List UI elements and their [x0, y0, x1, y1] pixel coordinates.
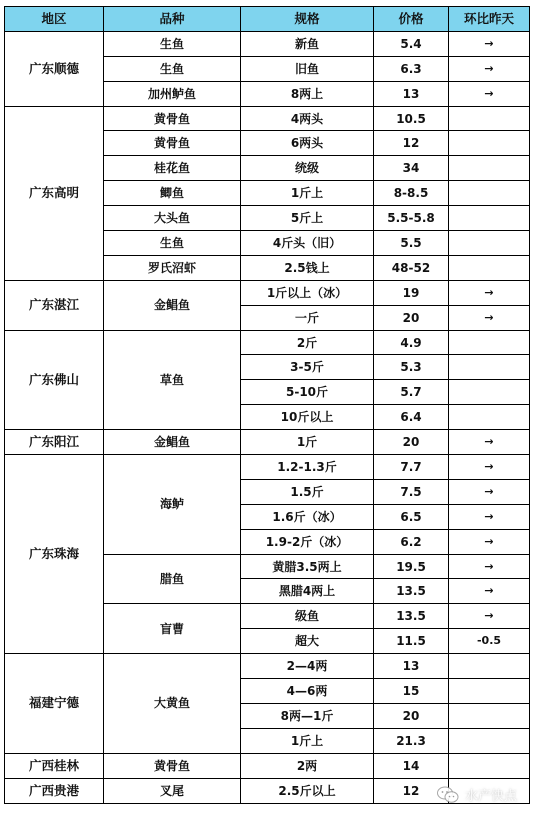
price-cell: 10.5: [374, 106, 449, 131]
spec-cell: 4斤头（旧）: [241, 231, 374, 256]
header-change: 环比昨天: [449, 7, 530, 32]
price-cell: 13.5: [374, 579, 449, 604]
change-cell: [449, 206, 530, 231]
spec-cell: 5斤上: [241, 206, 374, 231]
variety-cell: 盲曹: [104, 604, 241, 654]
change-cell: →: [449, 554, 530, 579]
change-cell: [449, 330, 530, 355]
spec-cell: 2两: [241, 753, 374, 778]
spec-cell: 10斤以上: [241, 405, 374, 430]
spec-cell: 1斤上: [241, 728, 374, 753]
change-cell: →: [449, 455, 530, 480]
spec-cell: 2—4两: [241, 654, 374, 679]
change-cell: [449, 753, 530, 778]
price-cell: 8-8.5: [374, 181, 449, 206]
change-cell: [449, 231, 530, 256]
variety-cell: 黄骨鱼: [104, 753, 241, 778]
spec-cell: 4—6两: [241, 679, 374, 704]
region-cell: 广西贵港: [5, 778, 104, 803]
change-cell: →: [449, 604, 530, 629]
change-cell: [449, 405, 530, 430]
price-cell: 5.7: [374, 380, 449, 405]
change-cell: [449, 255, 530, 280]
region-cell: 广东湛江: [5, 280, 104, 330]
region-cell: 福建宁德: [5, 654, 104, 754]
change-cell: [449, 654, 530, 679]
change-cell: →: [449, 31, 530, 56]
variety-cell: 大头鱼: [104, 206, 241, 231]
change-cell: →: [449, 529, 530, 554]
region-cell: 广东佛山: [5, 330, 104, 430]
price-cell: 48-52: [374, 255, 449, 280]
price-cell: 21.3: [374, 728, 449, 753]
variety-cell: 金鲳鱼: [104, 430, 241, 455]
header-variety: 品种: [104, 7, 241, 32]
change-cell: →: [449, 81, 530, 106]
spec-cell: 1斤: [241, 430, 374, 455]
variety-cell: 大黄鱼: [104, 654, 241, 754]
price-cell: 34: [374, 156, 449, 181]
variety-cell: 黄骨鱼: [104, 131, 241, 156]
spec-cell: 1.2-1.3斤: [241, 455, 374, 480]
spec-cell: 1.9-2斤（冰）: [241, 529, 374, 554]
price-cell: 20: [374, 430, 449, 455]
change-cell: [449, 380, 530, 405]
header-region: 地区: [5, 7, 104, 32]
change-cell: →: [449, 305, 530, 330]
header-price: 价格: [374, 7, 449, 32]
spec-cell: 2.5斤以上: [241, 778, 374, 803]
spec-cell: 8两上: [241, 81, 374, 106]
table-row: [5, 330, 530, 355]
spec-cell: 黑腊4两上: [241, 579, 374, 604]
price-cell: 6.2: [374, 529, 449, 554]
spec-cell: 1斤以上（冰）: [241, 280, 374, 305]
price-cell: 13: [374, 81, 449, 106]
price-cell: 7.7: [374, 455, 449, 480]
price-cell: 15: [374, 679, 449, 704]
spec-cell: 6两头: [241, 131, 374, 156]
variety-cell: 生鱼: [104, 31, 241, 56]
spec-cell: 4两头: [241, 106, 374, 131]
change-cell: →: [449, 579, 530, 604]
spec-cell: 1.6斤（冰）: [241, 504, 374, 529]
variety-cell: 桂花鱼: [104, 156, 241, 181]
wechat-icon: [437, 786, 459, 804]
price-cell: 14: [374, 753, 449, 778]
spec-cell: 1.5斤: [241, 479, 374, 504]
price-cell: 5.3: [374, 355, 449, 380]
spec-cell: 1斤上: [241, 181, 374, 206]
watermark: [437, 785, 517, 804]
table-row: [5, 430, 530, 455]
price-table: [4, 6, 530, 804]
change-cell: [449, 355, 530, 380]
spec-cell: 8两—1斤: [241, 703, 374, 728]
variety-cell: 叉尾: [104, 778, 241, 803]
region-cell: 广东阳江: [5, 430, 104, 455]
variety-cell: 加州鲈鱼: [104, 81, 241, 106]
region-cell: 广东高明: [5, 106, 104, 280]
price-cell: 20: [374, 703, 449, 728]
spec-cell: 2斤: [241, 330, 374, 355]
change-cell: [449, 106, 530, 131]
table-row: [5, 455, 530, 480]
price-cell: 19.5: [374, 554, 449, 579]
price-cell: 12: [374, 131, 449, 156]
variety-cell: 鲫鱼: [104, 181, 241, 206]
table-row: [5, 654, 530, 679]
price-cell: 6.5: [374, 504, 449, 529]
variety-cell: 腊鱼: [104, 554, 241, 604]
region-cell: 广东珠海: [5, 455, 104, 654]
price-cell: 11.5: [374, 629, 449, 654]
change-cell: →: [449, 430, 530, 455]
price-cell: 6.4: [374, 405, 449, 430]
variety-cell: 海鲈: [104, 455, 241, 555]
change-cell: →: [449, 479, 530, 504]
spec-cell: 一斤: [241, 305, 374, 330]
region-cell: 广西桂林: [5, 753, 104, 778]
price-cell: 5.5: [374, 231, 449, 256]
change-cell: →: [449, 56, 530, 81]
variety-cell: 罗氏沼虾: [104, 255, 241, 280]
watermark-text: 水产快点: [464, 789, 517, 804]
price-cell: 6.3: [374, 56, 449, 81]
spec-cell: 新鱼: [241, 31, 374, 56]
header-spec: 规格: [241, 7, 374, 32]
table-row: [5, 280, 530, 305]
price-cell: 19: [374, 280, 449, 305]
table-row: [5, 106, 530, 131]
spec-cell: 旧鱼: [241, 56, 374, 81]
header-row: [5, 7, 530, 32]
change-cell: [449, 679, 530, 704]
variety-cell: 生鱼: [104, 56, 241, 81]
price-cell: 20: [374, 305, 449, 330]
spec-cell: 级鱼: [241, 604, 374, 629]
price-cell: 13.5: [374, 604, 449, 629]
spec-cell: 3-5斤: [241, 355, 374, 380]
spec-cell: 5-10斤: [241, 380, 374, 405]
price-cell: 5.5-5.8: [374, 206, 449, 231]
region-cell: 广东顺德: [5, 31, 104, 106]
spec-cell: 黄腊3.5两上: [241, 554, 374, 579]
change-cell: [449, 703, 530, 728]
change-cell: [449, 728, 530, 753]
price-cell: 12: [374, 778, 449, 803]
change-cell: →: [449, 504, 530, 529]
spec-cell: 2.5钱上: [241, 255, 374, 280]
variety-cell: 黄骨鱼: [104, 106, 241, 131]
change-cell: [449, 131, 530, 156]
price-cell: 5.4: [374, 31, 449, 56]
price-cell: 7.5: [374, 479, 449, 504]
variety-cell: 草鱼: [104, 330, 241, 430]
change-cell: [449, 181, 530, 206]
change-cell: [449, 156, 530, 181]
change-cell: -0.5: [449, 629, 530, 654]
table-row: [5, 753, 530, 778]
variety-cell: 金鲳鱼: [104, 280, 241, 330]
spec-cell: 统级: [241, 156, 374, 181]
change-cell: →: [449, 280, 530, 305]
price-cell: 4.9: [374, 330, 449, 355]
price-cell: 13: [374, 654, 449, 679]
table-row: [5, 31, 530, 56]
variety-cell: 生鱼: [104, 231, 241, 256]
spec-cell: 超大: [241, 629, 374, 654]
